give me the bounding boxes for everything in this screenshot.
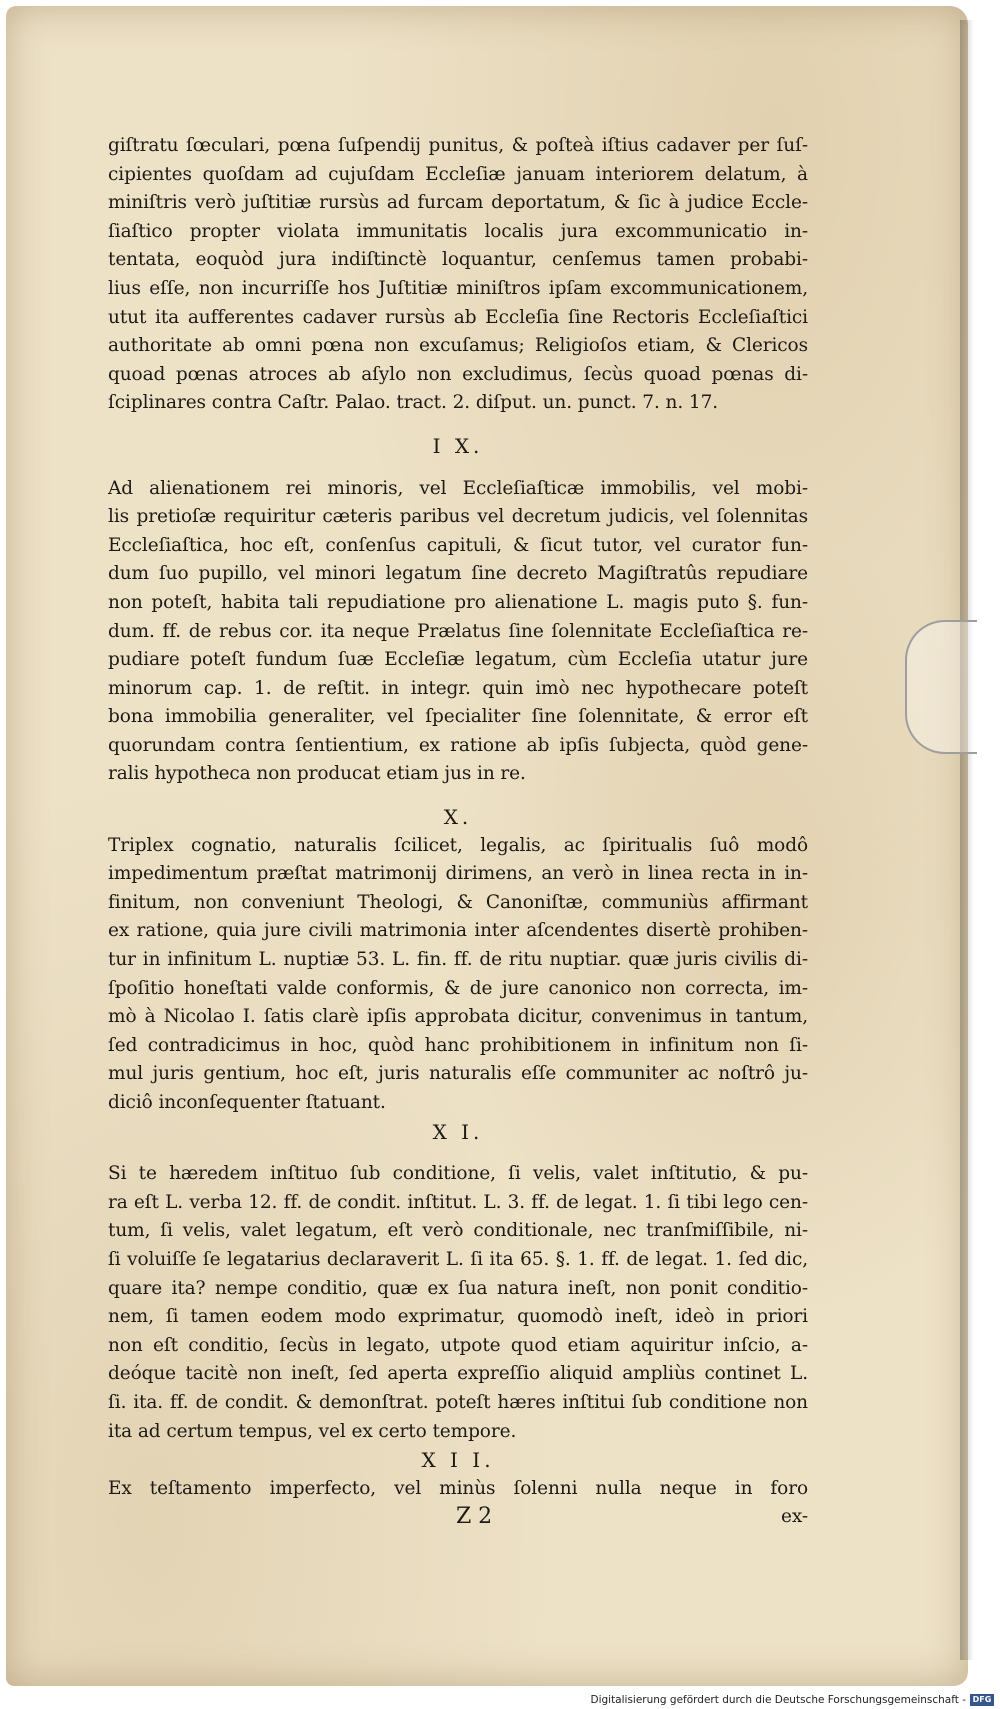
text-line: dum ſuo pupillo, vel minori legatum ſine decreto Magiſtratûs repudiare: [108, 563, 808, 585]
text-line: Triplex cognatio, naturalis ſcilicet, legalis, ac ſpiritualis ſuô modô: [108, 834, 808, 856]
section-heading: X I I.: [421, 1448, 495, 1473]
text-line: bona immobilia generaliter, vel ſpecialiter ſine ſolennitate, & error eſt: [108, 706, 808, 728]
text-line: quare ita? nempe conditio, quæ ex ſua natura ineſt, non ponit conditio-: [108, 1277, 808, 1299]
section-heading: I X.: [432, 433, 484, 458]
text-line: Si te hæredem inſtituo ſub conditione, ſi velis, valet inſtitutio, & pu-: [108, 1163, 808, 1185]
signature-line: [108, 1503, 808, 1532]
text-line: finitum, non conveniunt Theologi, & Canoniſtæ, communiùs affirmant: [108, 891, 808, 913]
section-heading: X.: [443, 805, 473, 830]
text-line: impedimentum præſtat matrimonij dirimens, an verò in linea recta in in-: [108, 863, 808, 885]
text-line: pudiare poteſt fundum ſuæ Eccleſiæ legatum, cùm Eccleſia utatur jure: [108, 649, 808, 671]
text-line: Ad alienationem rei minoris, vel Eccleſiaſticæ immobilis, vel mobi-: [108, 477, 808, 499]
section-heading: X I.: [432, 1119, 484, 1144]
text-line: ralis hypotheca non producat etiam jus in re.: [108, 763, 526, 785]
text-line: diciô inconſequenter ſtatuant.: [108, 1092, 386, 1113]
text-line: authoritate ab omni pœna non excuſamus; Religioſos etiam, & Clericos: [108, 335, 808, 357]
text-line: Ex teſtamento imperfecto, vel minùs ſolenni nulla neque in foro: [108, 1477, 808, 1499]
text-line: quoad pœnas atroces ab aſylo non excludimus, ſecùs quoad pœnas di-: [108, 363, 808, 385]
page-edge-shadow: [960, 20, 974, 1660]
text-line: tur in infinitum L. nuptiæ 53. L. fin. ff. de ritu nuptiar. quæ juris civilis di-: [108, 949, 808, 971]
digitization-credit: Digitalisierung gefördert durch die Deutsche Forschungsgemeinschaft -: [590, 1694, 966, 1706]
text-line: tum, ſi velis, valet legatum, eſt verò conditionale, nec tranſmiſſibile, ni-: [108, 1220, 808, 1242]
text-line: ſiaſtico propter violata immunitatis localis jura excommunicatio in-: [108, 220, 808, 242]
text-line: Eccleſiaſtica, hoc eſt, conſenſus capituli, & ſicut tutor, vel curator fun-: [108, 534, 808, 556]
text-line: dum. ff. de rebus cor. ita neque Prælatus ſine ſolennitate Eccleſiaſtica re-: [108, 620, 808, 642]
text-line: non eſt conditio, ſecùs in legato, utpote quod etiam aquiritur inſcio, a-: [108, 1334, 808, 1356]
scanner-tab: [905, 620, 977, 754]
text-line: utut ita aufferentes cadaver rursùs ab Eccleſia ſine Rectoris Eccleſiaſtici: [108, 306, 808, 328]
text-line: ſciplinares contra Caſtr. Palao. tract. 2. diſput. un. punct. 7. n. 17.: [108, 392, 719, 414]
text-line: tentata, eoquòd jura indiſtinctè loquantur, cenſemus tamen probabi-: [108, 249, 808, 271]
text-line: ſi voluiſſe ſe legatarius declaraverit L. ſi ita 65. §. 1. ff. de legat. 1. ſed dic,: [108, 1248, 808, 1270]
text-line: giſtratu ſœculari, pœna ſuſpendij punitus, & poſteà iſtius cadaver per ſuſ-: [108, 135, 808, 156]
catchword: ex-: [780, 1506, 808, 1528]
body-text: [108, 132, 808, 1532]
text-line: quorundam contra ſentientium, ex ratione ab ipſis ſubjecta, quòd gene-: [108, 734, 808, 756]
text-line: cipientes quoſdam ad cujuſdam Eccleſiæ januam interiorem delatum, à: [108, 163, 808, 185]
text-line: ſi. ita. ff. de condit. & demonſtrat. poteſt hæres inſtitui ſub conditione non: [108, 1391, 808, 1413]
text-line: nem, ſi tamen eodem modo exprimatur, quomodò ineſt, ideò in priori: [108, 1306, 808, 1328]
text-line: ſed contradicimus in hoc, quòd hanc prohibitionem in infinitum non ſi-: [108, 1034, 808, 1056]
text-line: ex ratione, quia jure civili matrimonia inter aſcendentes disertè prohiben-: [108, 920, 808, 942]
text-line: minorum cap. 1. de reſtit. in integr. quin imò nec hypothecare poteſt: [108, 677, 808, 699]
text-line: ita ad certum tempus, vel ex certo tempore.: [108, 1420, 517, 1442]
text-line: mò à Nicolao I. ſatis clarè ipſis approbata dicitur, convenimus in tantum,: [108, 1006, 808, 1028]
text-line: ſpoſitio honeſtati valde conformis, & de jure canonico non correcta, im-: [108, 977, 808, 999]
text-line: non poteſt, habita tali repudiatione pro alienatione L. magis puto §. fun-: [108, 591, 808, 613]
dfg-logo: DFG: [970, 1694, 994, 1706]
text-line: lis pretioſæ requiritur cæteris paribus vel decretum judicis, vel ſolennitas: [108, 506, 808, 528]
text-line: lius eſſe, non incurriſſe hos Juſtitiæ miniſtros ipſam excommunicationem,: [108, 277, 808, 299]
text-line: deóque tacitè non ineſt, ſed aperta expreſſio aliquid ampliùs continet L.: [108, 1363, 808, 1385]
text-line: ra eſt L. verba 12. ff. de condit. inſtitut. L. 3. ff. de legat. 1. ſi tibi lego cen-: [108, 1191, 808, 1213]
text-line: miniſtris verò juſtitiæ rursùs ad furcam deportatum, & ſic à judice Eccle-: [108, 192, 808, 214]
text-line: mul juris gentium, hoc eſt, juris naturalis eſſe communiter ac noſtrô ju-: [108, 1063, 808, 1085]
signature-mark: Z 2: [456, 1504, 492, 1530]
